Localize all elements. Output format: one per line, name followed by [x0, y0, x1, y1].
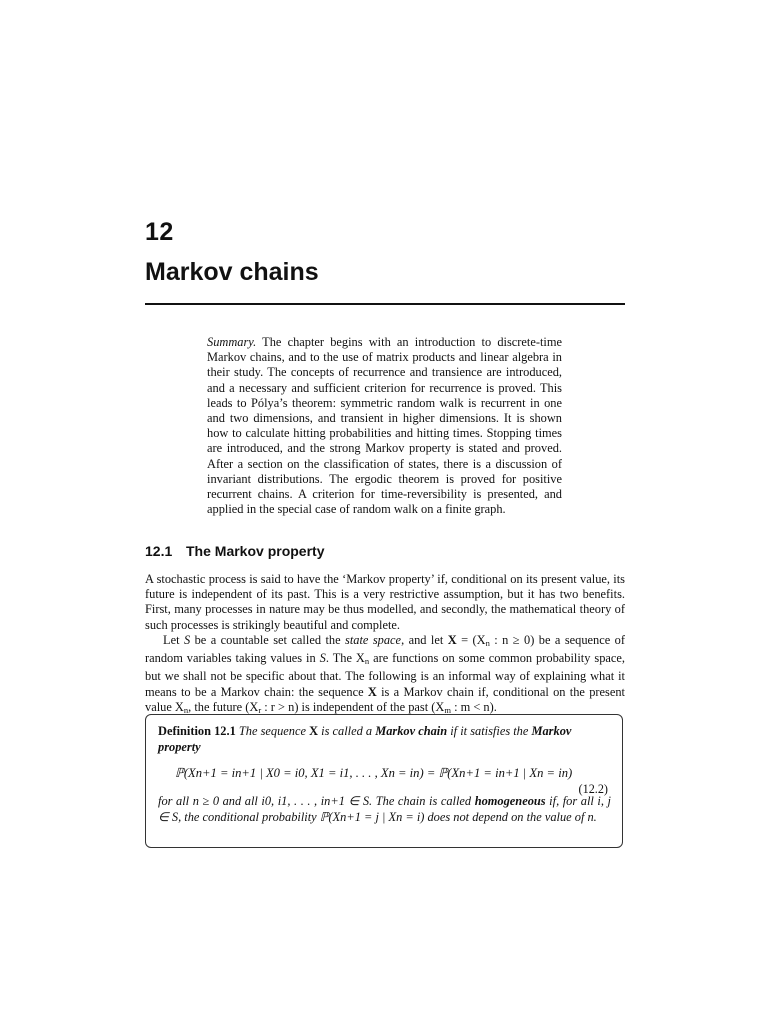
summary-lead: Summary.: [207, 335, 257, 349]
paragraph-2: Let S be a countable set called the state space, and let $X = (X_n$ : n ≥ 0) be a sequence of random variables taking values in S. The $X_n$ are functions on some common probability space, but we shall not be specific about that. The following is an informal way of explaining what it means to be a Markov chain: the sequence X is a Markov chain if, conditional on the present value $X_n$, the future ($X_r$ : r > n) is independent of the past ($X_m$ : m < n).: [145, 633, 626, 715]
chapter-summary: [207, 335, 562, 517]
definition-label: Definition 12.1: [158, 724, 236, 738]
term-markov-property: Markov property: [158, 724, 572, 754]
term-markov-chain: Markov chain: [375, 724, 448, 738]
definition-heading: Definition 12.1 The sequence X is called a Markov chain if it satisfies the Markov property: [158, 724, 572, 754]
section-number: 12.1: [145, 543, 173, 559]
summary-text: The chapter begins with an introduction to discrete-time Markov chains, and to the use of matrix products and linear algebra in their study. The concepts of recurrence and transience are introduced, and a necessary and sufficient criterion for recurrence is proved. This leads to Pólya’s theorem: symmetric random walk is recurrent in one and two dimensions, and transient in higher dimensions. It is shown how to calculate hitting probabilities and hitting times. Stopping times are introduced, and the strong Markov property is stated and proved. After a section on the classification of states, there is a discussion of invariant distributions. The ergodic theorem is proved for positive recurrent chains. A criterion for time-reversibility is presented, and applied in the special case of random walk on a finite graph.: [207, 335, 562, 517]
chapter-number: 12: [145, 218, 174, 246]
title-rule: [145, 303, 625, 305]
section-heading: [145, 543, 324, 559]
section-title: The Markov property: [186, 543, 325, 559]
paragraph-1: A stochastic process is said to have the ‘Markov property’ if, conditional on its present value, its future is independent of its past. This is a very restrictive assumption, but it has two benefits. First, many processes in nature may be thus modelled, and secondly, the mathematical theory of such processes is strikingly beautiful and complete.: [145, 572, 625, 632]
equation-number: (12.2): [578, 782, 608, 796]
markov-formula: ℙ(Xn+1 = in+1 | X0 = i0, X1 = i1, . . . , Xn = in) = ℙ(Xn+1 = in+1 | Xn = in): [175, 766, 573, 780]
term-homogeneous: homogeneous: [474, 794, 546, 808]
definition-tail: for all n ≥ 0 and all i0, i1, . . . , in+1 ∈ S. The chain is called homogeneous if, for all i, j ∈ S, the conditional probability ℙ(Xn+1 = j | Xn = i) does not depend on the value of n.: [158, 794, 611, 824]
chapter-title: Markov chains: [145, 258, 319, 286]
